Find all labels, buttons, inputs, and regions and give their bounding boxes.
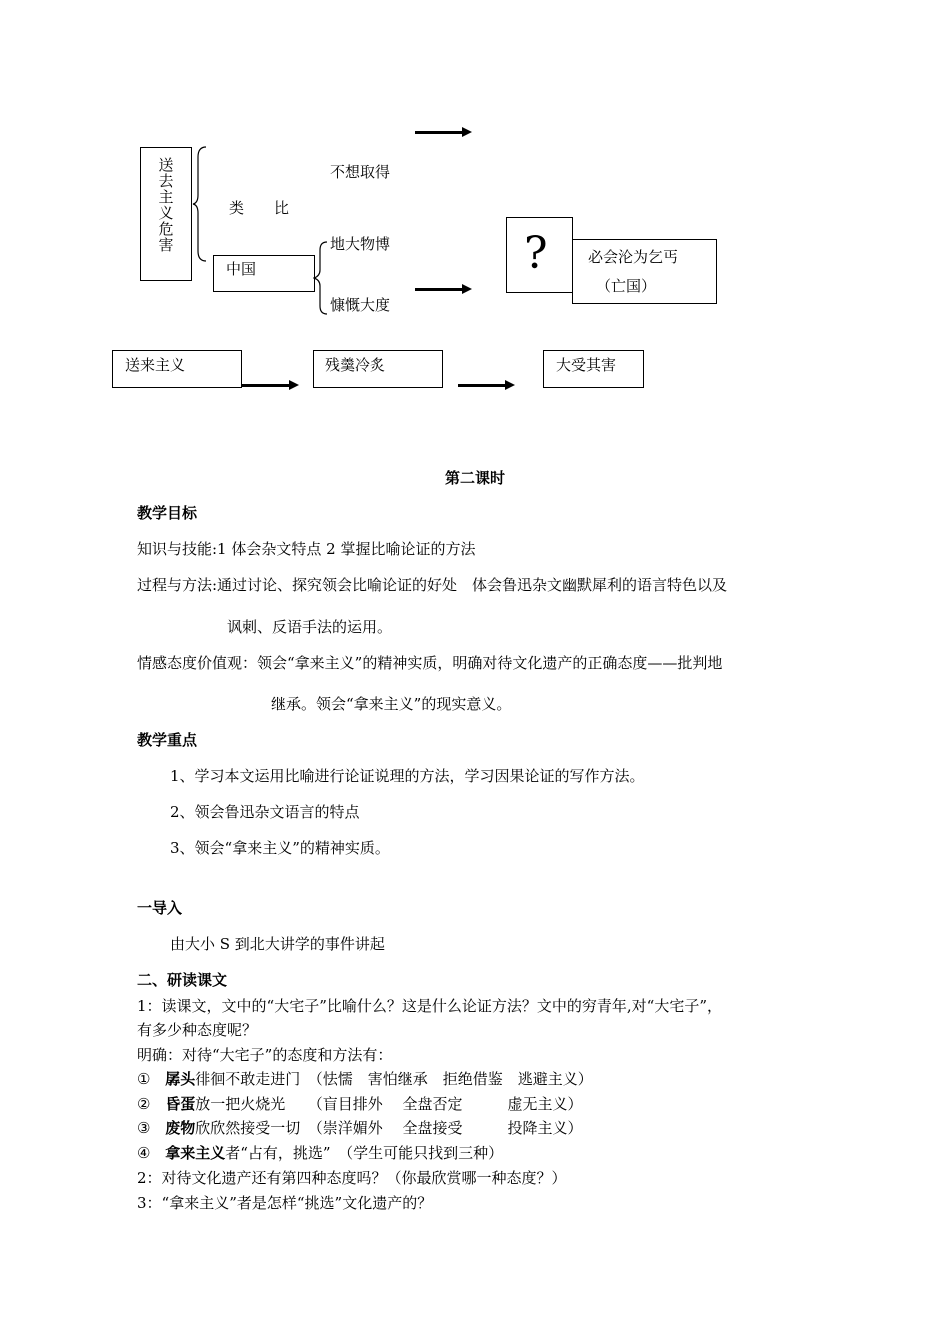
beggar-text: 必会沦为乞丐: [588, 248, 679, 266]
intro-text: 由大小 S 到北大讲学的事件讲起: [170, 935, 385, 953]
question-1-a: 1：读课文，文中的“大宅子”比喻什么？这是什么论证方法？文中的穷青年,对“大宅子”，: [137, 997, 722, 1015]
item-keyword: 拿来主义: [165, 1144, 226, 1162]
intro-heading: 一导入: [137, 899, 183, 917]
list-item: [137, 1143, 503, 1163]
item-number: ①: [137, 1070, 151, 1088]
arrow-1: [242, 384, 290, 387]
clarify-text: 明确：对待“大宅子”的态度和方法有：: [137, 1046, 393, 1064]
list-item: [137, 1094, 583, 1114]
top-arrow: [415, 131, 463, 134]
perish-text: （亡国）: [596, 277, 657, 295]
focus-item-2: 2、领会鲁迅杂文语言的特点: [170, 803, 360, 821]
vast-text: 地大物博: [330, 235, 391, 253]
item-keyword: 废物: [165, 1119, 196, 1137]
goal-emotion-b: 继承。领会“拿来主义”的现实意义。: [271, 695, 512, 713]
question-3: 3：“拿来主义”者是怎样“挑选”文化遗产的？: [137, 1194, 433, 1212]
question-mark: ?: [524, 228, 548, 279]
item-text: 放一把火烧光 （盲目排外 全盘否定 虚无主义）: [195, 1095, 583, 1113]
focus-heading: 教学重点: [137, 731, 198, 749]
not-want-text: 不想取得: [330, 163, 391, 181]
focus-item-3: 3、领会“拿来主义”的精神实质。: [170, 839, 390, 857]
list-item: [137, 1118, 583, 1138]
leftovers-text: 残羹冷炙: [325, 356, 386, 374]
generous-text: 慷慨大度: [330, 296, 391, 314]
songlai-text: 送来主义: [125, 356, 186, 374]
focus-item-1: 1、学习本文运用比喻进行论证说理的方法，学习因果论证的写作方法。: [170, 767, 645, 785]
item-number: ②: [137, 1095, 151, 1113]
mid-arrow: [415, 288, 463, 291]
question-1-b: 有多少种态度呢？: [137, 1021, 258, 1039]
goal-emotion-a: 情感态度价值观：领会“拿来主义”的精神实质，明确对待文化遗产的正确态度——批判地: [137, 654, 723, 672]
analogy-text: 类 比: [229, 199, 290, 217]
danger-label: 送去主义危害: [158, 156, 174, 254]
list-item: [137, 1069, 593, 1089]
china-brace: [313, 240, 329, 316]
item-keyword: 孱头: [165, 1070, 196, 1088]
item-number: ③: [137, 1119, 151, 1137]
item-keyword: 昏蛋: [165, 1095, 196, 1113]
item-text: 者“占有，挑选” （学生可能只找到三种）: [225, 1144, 504, 1162]
lesson-title: 第二课时: [444, 469, 505, 487]
china-text: 中国: [226, 260, 257, 278]
left-brace: [192, 145, 212, 263]
goal-process-a: 过程与方法:通过讨论、探究领会比喻论证的好处 体会鲁迅杂文幽默犀利的语言特色以及: [137, 576, 728, 594]
goal-process-b: 讽刺、反语手法的运用。: [227, 618, 393, 636]
item-text: 欣欣然接受一切 （崇洋媚外 全盘接受 投降主义）: [195, 1119, 583, 1137]
arrow-2: [458, 384, 506, 387]
harm-text: 大受其害: [556, 356, 617, 374]
item-text: 徘徊不敢走进门 （怯懦 害怕继承 拒绝借鉴 逃避主义）: [195, 1070, 593, 1088]
goal-knowledge: 知识与技能:1 体会杂文特点 2 掌握比喻论证的方法: [137, 540, 476, 558]
item-number: ④: [137, 1144, 151, 1162]
study-heading: 二、研读课文: [137, 971, 228, 989]
question-2: 2：对待文化遗产还有第四种态度吗？（你最欣赏哪一种态度？）: [137, 1169, 567, 1187]
goals-heading: 教学目标: [137, 504, 198, 522]
